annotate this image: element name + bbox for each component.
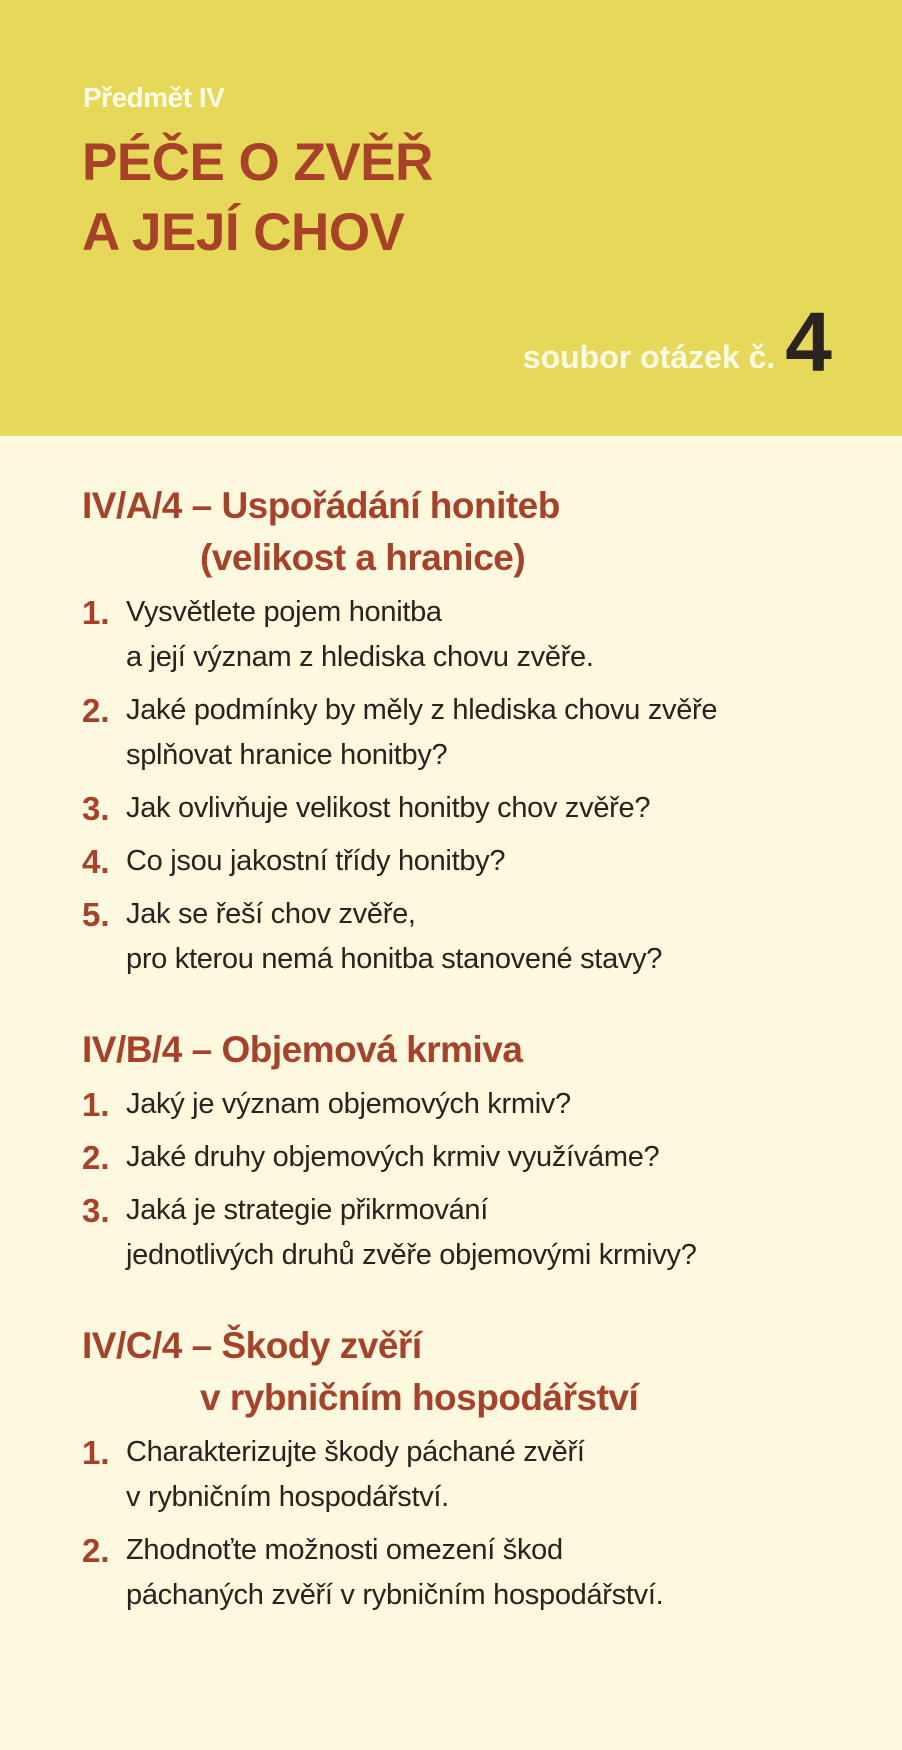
- question-text: [126, 1430, 585, 1520]
- question-line: a její význam z hlediska chovu zvěře.: [126, 641, 594, 673]
- question-set-number: 4: [785, 295, 832, 389]
- question-line: Charakterizujte škody páchané zvěří: [126, 1436, 585, 1468]
- header-band: [0, 0, 902, 436]
- question-line: Jak se řeší chov zvěře,: [126, 898, 416, 930]
- question-number: 1.: [82, 594, 110, 631]
- question-list: [82, 590, 872, 982]
- question-item: [82, 1135, 872, 1180]
- question-number: 2.: [82, 1532, 110, 1569]
- question-text: [126, 1082, 571, 1127]
- question-item: [82, 1430, 872, 1520]
- section: [82, 1320, 872, 1618]
- section-title: [82, 1024, 872, 1076]
- question-list: [82, 1430, 872, 1618]
- section-title-line: IV/A/4 – Uspořádání honiteb: [82, 485, 560, 526]
- question-item: [82, 1528, 872, 1618]
- question-number: 1.: [82, 1086, 110, 1123]
- section-title-line: IV/B/4 – Objemová krmiva: [82, 1029, 523, 1070]
- question-item: [82, 786, 872, 831]
- question-line: Co jsou jakostní třídy honitby?: [126, 845, 506, 877]
- question-number: 4.: [82, 843, 110, 880]
- question-text: [126, 839, 505, 884]
- section-title: [82, 480, 872, 584]
- question-set-label: soubor otázek č.: [522, 339, 776, 375]
- question-number: 3.: [82, 1192, 110, 1229]
- question-line: Jaké podmínky by měly z hlediska chovu zvěře: [126, 694, 718, 726]
- section: [82, 480, 872, 982]
- question-text: [126, 1528, 663, 1618]
- question-number: 1.: [82, 1434, 110, 1471]
- question-line: jednotlivých druhů zvěře objemovými krmivy?: [126, 1239, 697, 1271]
- question-text: [126, 1135, 659, 1180]
- question-line: Vysvětlete pojem honitba: [126, 596, 442, 628]
- question-number: 2.: [82, 1139, 110, 1176]
- question-text: [126, 786, 650, 831]
- question-list: [82, 1082, 872, 1278]
- question-item: [82, 688, 872, 778]
- question-item: [82, 1082, 872, 1127]
- subject-label: Předmět IV: [83, 82, 225, 113]
- question-text: [126, 1188, 697, 1278]
- question-number: 3.: [82, 790, 110, 827]
- title-line: PÉČE O ZVĚŘ: [82, 133, 433, 192]
- question-set: [522, 295, 832, 389]
- question-text: [126, 590, 594, 680]
- title-line: A JEJÍ CHOV: [82, 203, 405, 262]
- page-title: [82, 128, 433, 268]
- question-item: [82, 839, 872, 884]
- question-line: Jaká je strategie přikrmování: [126, 1194, 489, 1226]
- question-text: [126, 892, 662, 982]
- question-item: [82, 1188, 872, 1278]
- question-line: Zhodnoťte možnosti omezení škod: [126, 1534, 563, 1566]
- question-line: pro kterou nemá honitba stanovené stavy?: [126, 943, 663, 975]
- question-line: splňovat hranice honitby?: [126, 739, 448, 771]
- section-title-line: v rybničním hospodářství: [200, 1377, 639, 1418]
- question-text: [126, 688, 717, 778]
- section-title-line: (velikost a hranice): [200, 537, 526, 578]
- question-item: [82, 892, 872, 982]
- section-title-line: IV/C/4 – Škody zvěří: [82, 1325, 422, 1366]
- question-line: Jaké druhy objemových krmiv využíváme?: [126, 1141, 660, 1173]
- section-title: [82, 1320, 872, 1424]
- question-item: [82, 590, 872, 680]
- question-number: 2.: [82, 692, 110, 729]
- content: [82, 480, 872, 1660]
- question-number: 5.: [82, 896, 110, 933]
- question-line: Jak ovlivňuje velikost honitby chov zvěře?: [126, 792, 651, 824]
- question-line: páchaných zvěří v rybničním hospodářství.: [126, 1579, 664, 1611]
- question-line: v rybničním hospodářství.: [126, 1481, 449, 1513]
- question-line: Jaký je význam objemových krmiv?: [126, 1088, 571, 1120]
- section: [82, 1024, 872, 1278]
